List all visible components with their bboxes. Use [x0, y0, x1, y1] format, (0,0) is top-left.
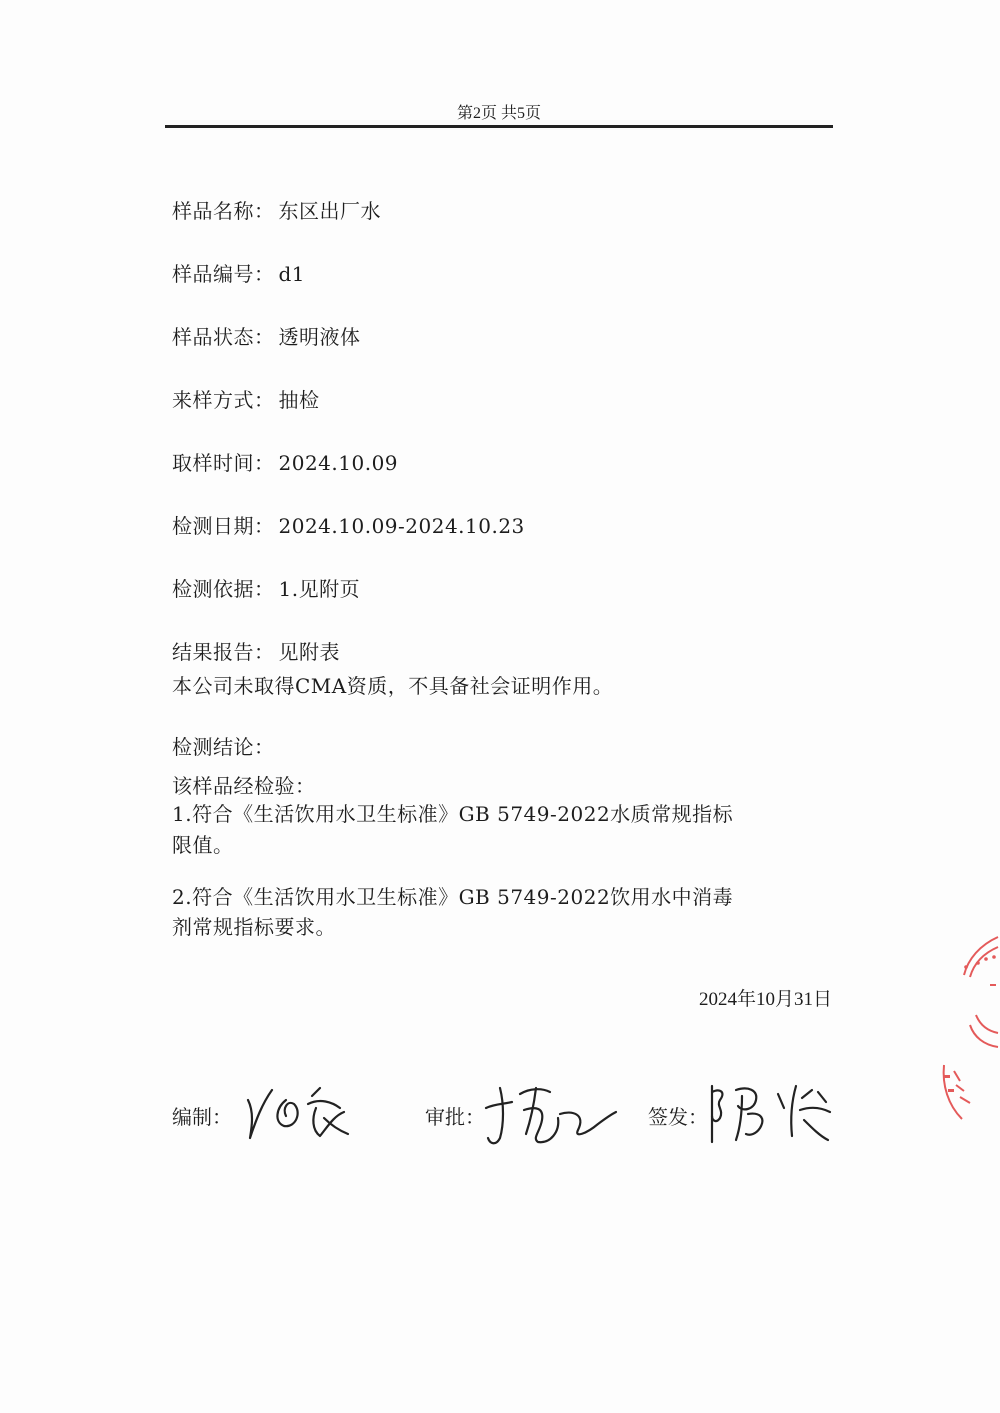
page-number-header: 第2页 共5页: [456, 105, 541, 122]
compiler-signature: [228, 1078, 358, 1148]
field-result-report: [172, 638, 340, 666]
header-rule: [165, 125, 833, 128]
field-sample-state: [172, 323, 361, 351]
conclusion-intro: 该样品经检验：: [172, 774, 316, 798]
field-test-date: [172, 512, 525, 540]
field-value: 东区出厂水: [278, 199, 381, 223]
report-date: 2024年10月31日: [698, 989, 832, 1010]
field-sampling-time: [172, 449, 398, 477]
approver-signature: [480, 1074, 620, 1154]
field-label: 检测依据：: [172, 577, 275, 601]
approved-by-label: 审批：: [425, 1105, 485, 1129]
conclusion-label: 检测结论：: [172, 735, 275, 759]
field-label: 样品状态：: [172, 325, 275, 349]
field-label: 样品编号：: [172, 262, 275, 286]
field-value: 2024.10.09: [278, 451, 399, 475]
field-test-basis: [172, 575, 360, 603]
conclusion-item-2-cont: 剂常规指标要求。: [172, 915, 336, 939]
field-label: 取样时间：: [172, 451, 275, 475]
field-value: 抽检: [278, 388, 320, 412]
conclusion-item-2: 2.符合《生活饮用水卫生标准》GB 5749-2022饮用水中消毒: [172, 885, 734, 909]
field-value: 透明液体: [278, 325, 361, 349]
conclusion-item-1-cont: 限值。: [172, 833, 234, 857]
conclusion-item-1: 1.符合《生活饮用水卫生标准》GB 5749-2022水质常规指标: [172, 802, 734, 826]
field-value: 见附表: [278, 640, 340, 664]
issued-by-label: 签发：: [648, 1105, 708, 1129]
field-sample-name: [172, 197, 381, 225]
field-label: 结果报告：: [172, 640, 275, 664]
issuer-signature: [700, 1076, 840, 1151]
field-label: 样品名称：: [172, 199, 275, 223]
field-value: 2024.10.09-2024.10.23: [278, 514, 525, 538]
official-seal-stamp: [930, 925, 1000, 1135]
field-label: 检测日期：: [172, 514, 275, 538]
compiled-by-label: 编制：: [172, 1105, 232, 1129]
field-label: 来样方式：: [172, 388, 275, 412]
cma-notice: 本公司未取得CMA资质，不具备社会证明作用。: [172, 674, 614, 698]
field-value: 1.见附页: [278, 577, 361, 601]
field-sampling-method: [172, 386, 320, 414]
field-value: d1: [278, 262, 306, 286]
field-sample-number: [172, 260, 305, 288]
